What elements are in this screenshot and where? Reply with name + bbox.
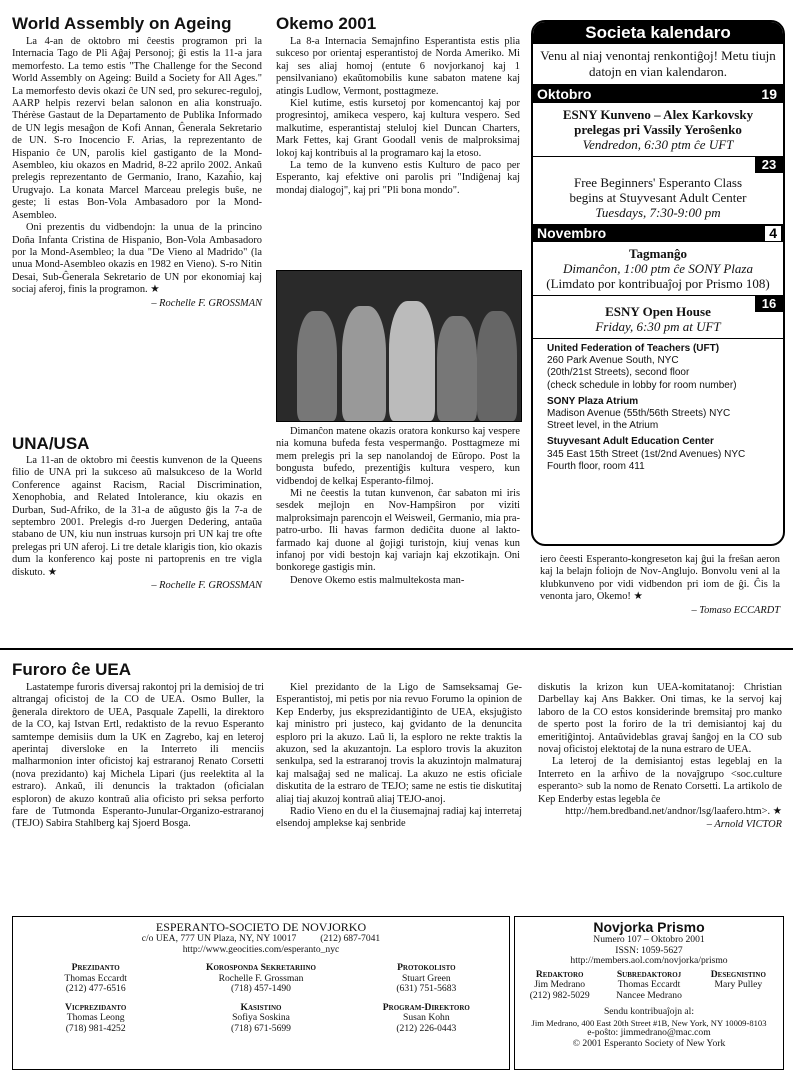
- paragraph: Radio Vieno en du el la ĉiusemajnaj radiaj kaj interretaj elsendoj amplekse kaj senbride: [276, 806, 522, 830]
- officer: [178, 963, 343, 995]
- article-column: [276, 682, 522, 831]
- photo-figure: [297, 311, 337, 421]
- venue-name: United Federation of Teachers (UFT): [547, 343, 720, 354]
- event-day: 23: [755, 157, 783, 173]
- article-column: [12, 682, 264, 831]
- officer-role: Program-Direktoro: [382, 1001, 470, 1013]
- paragraph: La 8-a Internacia Semajnfino Esperantista estis plia sukceso por orientaj esperantistoj de Norda Ameriko. Mi kaj ses aliaj homoj (entute 6 novjorkanoj kaj 1 pensilvaniano) ekaŭtomobilis kune sabaton matene kaj atingis Ludlow, Vermont, posttagmeze.: [276, 36, 520, 97]
- month-label: Novembro: [537, 225, 607, 241]
- event-title: ESNY Open House: [605, 304, 711, 319]
- event-subtitle: prelegas pri Vassily Yeroŝenko: [574, 122, 742, 137]
- article-title: UNA/USA: [12, 434, 90, 453]
- paragraph: diskutis la krizon kun UEA-komitatanoj: Christian Darbellay kaj Ans Bakker. Oni timas, ke la servoj kaj laboro de la CO estos konsiderinde bremsitaj pro manko de sperto post la foriro de la tri demisiantoj kaj du emeritiĝintoj. Antaŭvideblas gravaj ŝanĝoj en la CO sub novaj oficistoj elektotaj de la nuna estraro de UEA.: [538, 682, 782, 756]
- okemo-photo: [276, 270, 522, 422]
- article-title: Okemo 2001: [276, 14, 377, 33]
- byline: – Tomaso ECCARDT: [691, 604, 780, 616]
- officer-phone: (718) 671-5699: [231, 1022, 291, 1034]
- venue-name: Stuyvesant Adult Education Center: [547, 436, 714, 448]
- editor-role: Desegnistino: [710, 968, 766, 980]
- editor-role: Redaktoro: [535, 968, 584, 980]
- submission-address: Jim Medrano, 400 East 20th Street #1B, New York, NY 10009-8103: [531, 1017, 767, 1028]
- byline: – Arnold VICTOR: [706, 819, 782, 831]
- officer-phone: (718) 457-1490: [231, 983, 291, 994]
- prismo-masthead: [514, 916, 784, 1070]
- article-okemo-continued: [540, 554, 780, 617]
- officer-name: Rochelle F. Grossman: [218, 972, 304, 984]
- editor-name: Nancee Medrano: [616, 989, 682, 1001]
- calendar-intro: Venu al niaj venontaj renkontiĝoj! Metu tiujn datojn en vian kalendaron.: [533, 44, 783, 86]
- editor-name: Mary Pulley: [714, 979, 763, 990]
- officer-name: Stuart Green: [401, 972, 451, 984]
- paragraph: La 11-an de oktobro mi ĉeestis kunvenon de la Queens filio de UNA pri la sukceso aŭ malsukceso de la World Conference against Racism, Racial Discrimination, Xenophobia, and Related Intolerance, kiu okazis en Durban, Sud-Afriko, de la 31-a de aŭgusto ĝis la 7-a de septembro 2001. Prelegis d-ro Juergen Dedering, antaŭa stabano de UN, kiu nun instruas kursojn pri UN kaj tre ofte prelegas pri UN aferoj. Li tre detale klarigis tion, kio okazis dum la konferenco kaj poste ni partoprenis en tre vigla diskuto. ★: [12, 455, 262, 578]
- event-time: Vendredon, 6:30 ptm ĉe UFT: [582, 137, 734, 152]
- issn: ISSN: 1059-5627: [615, 944, 683, 956]
- paragraph: Kiel prezidanto de la Ligo de Samseksamaj Ge-Esperantistoj, mi petis por nia revuo Forumo la opinion de Kep Enderby, jus eksprezidantiĝinto de UEA, eksjuĝisto kaj ministro pri justeco, kaj gvidanto de la denuncita esploro pri la akuzo. Laŭ li, la esploro ne rekte traktis la akuzon, sed la akuzantojn. La esploro trovis la akuziton senkulpa, sed la estraranoj trovis la akuzintojn malmaturaj kaj malsaĝaj sed ne malicaj. La akuzo ne estis oficiale diskutita de la estraro de TEJO; same ne estis tie diskutitaj aliaj tiaj akuzoj kontraŭ aliaj TEJO-anoj.: [276, 682, 522, 805]
- officer: [13, 1003, 178, 1035]
- officer-role: Protokolisto: [397, 962, 456, 973]
- submission-email: e-poŝto: jimmedrano@mac.com: [587, 1027, 711, 1038]
- paragraph: Dimanĉon matene okazis oratora konkurso kaj vespere nia komuna bufeda festa vespermanĝo. Posttagmeze mi mem prelegis pri la sep nanolandoj de Eŭropo. Post la bongusta bufedo, prezentiĝis kultura vespero, kun vidbendoj de kelkaj Esperanto-filmoj.: [276, 426, 520, 487]
- paragraph: Kiel kutime, estis kursetoj por komencantoj kaj por progresintoj, amikeca vespero, kaj kultura vespero. Sed malkutime, esperantistaj steluloj kiel Duncan Charters, Mark Fettes, kaj Grant Goodall venis de malproksimaj lokoj kaj kontribuis al la programaro kaj la etoso.: [276, 98, 520, 159]
- event-title: ESNY Kunveno – Alex Karkovsky: [562, 107, 754, 122]
- event-title: Tagmanĝo: [628, 246, 688, 261]
- section-divider: [0, 648, 793, 650]
- venue-line: Fourth floor, room 411: [547, 460, 645, 472]
- paragraph: Denove Okemo estis malmultekosta man-: [290, 574, 465, 586]
- editor: [604, 970, 693, 1002]
- officer-phone: (718) 981-4252: [65, 1022, 126, 1034]
- officer-role: Korosponda Sekretariino: [206, 962, 316, 973]
- article-title: Furoro ĉe UEA: [12, 660, 132, 679]
- officer-name: Sofiya Soskina: [232, 1012, 290, 1023]
- org-address: c/o UEA, 777 UN Plaza, NY, NY 10017 (212) 687-7041: [141, 933, 381, 944]
- article-okemo: [276, 14, 520, 197]
- editor-phone: (212) 982-5029: [529, 989, 590, 1001]
- event-time: Friday, 6:30 pm at UFT: [595, 319, 721, 334]
- society-calendar: [531, 20, 785, 546]
- paragraph: Mi ne ĉeestis la tutan kunvenon, ĉar sabaton mi iris sesdek mejlojn en Nov-Hampŝiron por viziti malproksimajn parencojn el Weisweil, Germanio, mia pra-patro-urbo. Ili havas farmon dediĉita duone al lakto-farmado kaj duone al ĝojigi turistojn, kiuj venas kun infanoj por vidi bestojn kaj variajn kaj ekzotikajn. Oni bonkorege gastigis min.: [276, 488, 520, 574]
- officer-phone: (212) 226-0443: [396, 1022, 457, 1034]
- venue-line: 260 Park Avenue South, NYC: [547, 355, 679, 367]
- event-day: 4: [765, 226, 781, 241]
- venue-line: 345 East 15th Street (1st/2nd Avenues) NYC: [547, 448, 746, 460]
- paragraph: La temo de la kunveno estis Kulturo de paco per Esperanto, kaj efektive oni parolis pri "Indiĝenaj kaj mondaj dialogoj", kaj pri "Pli bona mondo".: [276, 160, 520, 196]
- article-body-part1: [276, 36, 520, 197]
- officer: [13, 963, 178, 995]
- issue-number: Numero 107 – Oktobro 2001: [593, 934, 705, 945]
- venue-line: (check schedule in lobby for room number): [547, 379, 737, 391]
- article-body: [12, 36, 262, 297]
- article-column: [538, 682, 782, 832]
- venue-list: [533, 339, 783, 481]
- officer-phone: (212) 477-6516: [65, 983, 126, 994]
- officer-name: Thomas Eccardt: [64, 972, 127, 984]
- article-okemo-part2: [276, 426, 520, 587]
- photo-figure: [437, 316, 477, 421]
- officer: [178, 1003, 343, 1035]
- paragraph: La 4-an de oktobro mi ĉeestis programon pri la Internacia Tago de Pli Aĝaj Personoj; ĝi estis la 11-a jara memorfesto. La temo estis "The Challenge for the Second World Assembly on Ageing: Build a Society for All Ages." La memorfesto devis okazi ĉe UN sed, pro sekurec-reguloj, AARP helpis rezervi belan salonon en alia konstruaĵo. Thérèse Gastaut de la Departamento de Publika Informado de UN legis mesaĝon de Kofi Annan, Ĝenerala Sekretario de UN. S-ro Inocencio F. Arias, la reprezentanto de Hispanio ĉe UN, parolis kiel gastiganto de la Mond-Asembleo, kiu okazos en Madrid, 8-22 aprilo 2002. Ankaŭ prelegis reprezentanto de Germanio, Irano, Kazaĥio, kaj Urugvajo. La konata Marcel Marceau prelegis buŝe, ne geste; li estas Bon-Vola Ambasadoro por la Mond-Asembleo.: [12, 36, 262, 221]
- venue: [547, 436, 777, 473]
- calendar-event: [533, 103, 783, 156]
- article-world-assembly: [12, 14, 262, 310]
- link-url: http://hem.bredband.net/andnor/lsg/laafero.htm>. ★: [565, 806, 782, 818]
- calendar-event: [533, 156, 783, 225]
- officer-phone: (631) 751-5683: [396, 983, 457, 994]
- paragraph: iero ĉeesti Esperanto-kongreseton kaj ĝui la freŝan aeron kaj la belajn foliojn de Nov-Anglujo. Bonvolu veni al la klubkunveno por vidi vidbendon pri iom de ĝi. Ĉis la venonta jaro, Okemo! ★: [540, 554, 780, 603]
- photo-figure: [389, 301, 435, 421]
- month-header-october: [533, 86, 783, 103]
- event-title: Free Beginners' Esperanto Class: [573, 175, 743, 190]
- calendar-title: Societa kalendaro: [533, 22, 783, 44]
- photo-figure: [477, 311, 517, 421]
- editor-role: Subredaktoroj: [616, 968, 682, 980]
- paragraph: Lastatempe furoris diversaj rakontoj pri la demisioj de tri altrangaj oficistoj de la CO de UEA. Osmo Buller, la ĝenerala direktoro de UEA, Pasquale Zapelli, la direktoro de la CO, kaj Istvan Ertl, redaktisto de la revuo Esperanto samtempe demisiis dum la UK en Zagrebo, kaj en leteroj aperintaj diversloke en la Interreto ili menciis malharmonion inter oficistoj kaj estraranoj Renato Corsetti (nova prezidanto) kaj Michela Lipari (jus reelektita al la estraro). Ankaŭ, ili denuncis la traktadon (oficialan esploron) de akuzo kontraŭ alia oficisto pri seksa perforto fare de Tutmonda Esperanto-Junular-Organizo-estraranoj (TEJO) Sabira Stahlberg kaj Sjoerd Bosga.: [12, 682, 264, 830]
- officer-role: Kasistino: [240, 1001, 282, 1013]
- event-note: (Limdato por kontribuaĵoj por Prismo 108): [546, 276, 770, 291]
- event-subtitle: begins at Stuyvesant Adult Center: [569, 190, 747, 205]
- copyright: © 2001 Esperanto Society of New York: [572, 1037, 726, 1049]
- article-furoro: [12, 660, 782, 900]
- newsletter-website: http://members.aol.com/novjorka/prismo: [570, 955, 728, 966]
- officer-name: Susan Kohn: [403, 1012, 450, 1023]
- officer-role: Prezidanto: [71, 962, 120, 973]
- officer-name: Thomas Leong: [66, 1012, 125, 1023]
- venue: [547, 343, 777, 392]
- venue-line: Madison Avenue (55th/56th Streets) NYC: [547, 408, 731, 420]
- editor: [694, 970, 783, 1002]
- event-day: 19: [757, 87, 781, 102]
- photo-figure: [342, 306, 386, 421]
- editor-name: Thomas Eccardt: [617, 979, 681, 990]
- officer: [344, 1003, 509, 1035]
- venue-line: (20th/21st Streets), second floor: [547, 367, 690, 379]
- org-name: ESPERANTO-SOCIETO DE NOVJORKO: [155, 920, 367, 934]
- venue-line: Street level, in the Atrium: [547, 420, 659, 432]
- byline: – Rochelle F. GROSSMAN: [151, 580, 262, 592]
- calendar-event: [533, 296, 783, 339]
- paragraph: Oni prezentis du vidbendojn: la unua de la princino Doña Infanta Cristina de Hispanio, Bon-Vola Ambasadoro por la Mond-Asembleo; la dua "De Vieno al Madrido" (la unua Mond-Asembleo okazis en 1982 en Vieno). S-ro Nitin Desai, Sub-Ĝenerala Sekretario de UN por ekonomiaj kaj sociaj aferoj, finis la programon. ★: [12, 222, 262, 296]
- editor: [515, 970, 604, 1002]
- venue: [547, 396, 777, 433]
- paragraph: La leteroj de la demisiantoj estas legeblaj en la Interreto en la arĥivo de la novaĵgrupo <soc.culture esperanto> sub la nomo de Renato Corsetti. La artikolo de Kep Enderby estas legebla ĉe: [538, 756, 782, 805]
- event-time: Tuesdays, 7:30-9:00 pm: [595, 205, 721, 220]
- editor-name: Jim Medrano: [534, 979, 586, 990]
- submission-label: Sendu kontribuaĵojn al:: [603, 1006, 695, 1017]
- month-header-november: [533, 225, 783, 242]
- month-label: Oktobro: [537, 86, 592, 102]
- newsletter-title: Novjorka Prismo: [593, 919, 705, 935]
- society-masthead: [12, 916, 510, 1070]
- calendar-event: [533, 242, 783, 296]
- officer-grid: [13, 963, 509, 1034]
- editor-grid: [515, 970, 783, 1002]
- venue-name: SONY Plaza Atrium: [547, 395, 639, 407]
- article-title: World Assembly on Ageing: [12, 14, 232, 33]
- officer: [344, 963, 509, 995]
- article-body: [12, 455, 262, 579]
- org-website: http://www.geocities.com/esperanto_nyc: [182, 943, 340, 955]
- article-una-usa: [12, 434, 262, 592]
- event-day: 16: [755, 296, 783, 312]
- officer-role: Vicprezidanto: [65, 1001, 127, 1013]
- event-time: Dimanĉon, 1:00 ptm ĉe SONY Plaza: [563, 261, 753, 276]
- byline: – Rochelle F. GROSSMAN: [151, 297, 262, 309]
